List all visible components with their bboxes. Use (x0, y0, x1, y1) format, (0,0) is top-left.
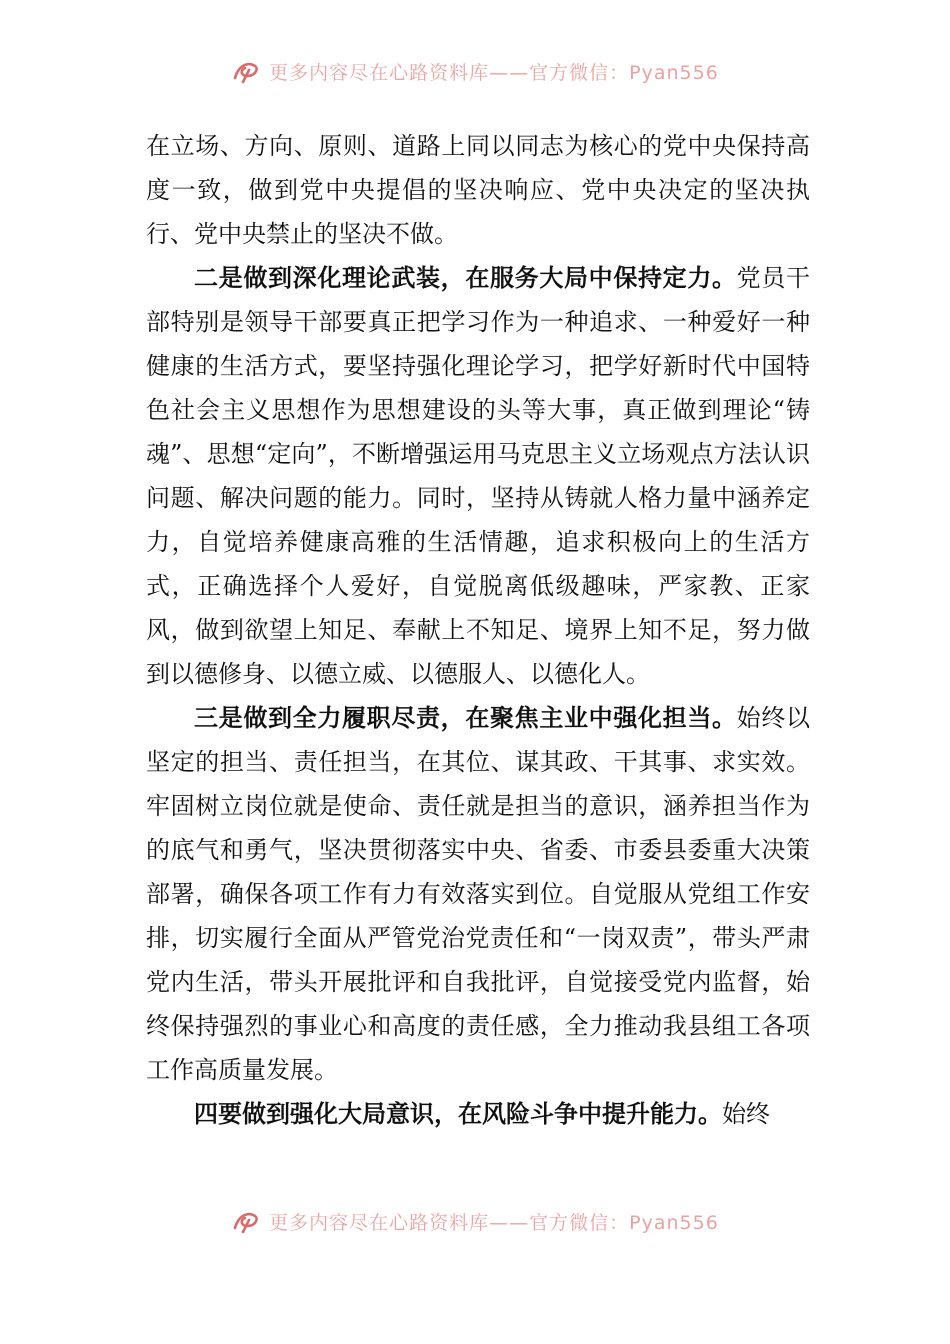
paragraph-heading: 二是做到深化理论武装，在服务大局中保持定力。 (194, 264, 737, 292)
watermark-text: 更多内容尽在心路资料库——官方微信：Pyan556 (269, 61, 719, 84)
paragraph-4 (146, 1092, 810, 1136)
paragraph-3 (146, 696, 810, 1092)
paragraph-2 (146, 256, 810, 696)
paragraph-heading: 三是做到全力履职尽责，在聚焦主业中强化担当。 (194, 704, 737, 732)
watermark-logo-icon (231, 1208, 261, 1234)
watermark-text: 更多内容尽在心路资料库——官方微信：Pyan556 (269, 1211, 719, 1234)
paragraph-text: 始终以坚定的担当、责任担当，在其位、谋其政、干其事、求实效。牢固树立岗位就是使命、责任就是担当的意识，涵养担当作为的底气和勇气，坚决贯彻落实中央、省委、市委县委重大决策部署，确保各项工作有力有效落实到位。自觉服从党组工作安排，切实履行全面从严管党治党责任和“一岗双责”，带头严肃党内生活，带头开展批评和自我批评，自觉接受党内监督，始终保持强烈的事业心和高度的责任感，全力推动我县组工各项工作高质量发展。 (146, 704, 811, 1084)
document-body (146, 124, 810, 1136)
paragraph-1 (146, 124, 810, 256)
paragraph-text: 在立场、方向、原则、道路上同以同志为核心的党中央保持高度一致，做到党中央提倡的坚决响应、党中央决定的坚决执行、党中央禁止的坚决不做。 (146, 132, 810, 248)
header-watermark (0, 54, 950, 88)
paragraph-text: 党员干部特别是领导干部要真正把学习作为一种追求、一种爱好一种健康的生活方式，要坚持强化理论学习，把学好新时代中国特色社会主义思想作为思想建设的头等大事，真正做到理论“铸魂”、思想“定向”，不断增强运用马克思主义立场观点方法认识问题、解决问题的能力。同时，坚持从铸就人格力量中涵养定力，自觉培养健康高雅的生活情趣，追求积极向上的生活方式，正确选择个人爱好，自觉脱离低级趣味，严家教、正家风，做到欲望上知足、奉献上不知足、境界上知不足，努力做到以德修身、以德立威、以德服人、以德化人。 (146, 264, 811, 688)
paragraph-heading: 四要做到强化大局意识，在风险斗争中提升能力。 (194, 1100, 722, 1128)
paragraph-text: 始终 (722, 1100, 770, 1128)
footer-watermark (0, 1204, 950, 1238)
watermark-logo-icon (231, 58, 261, 84)
